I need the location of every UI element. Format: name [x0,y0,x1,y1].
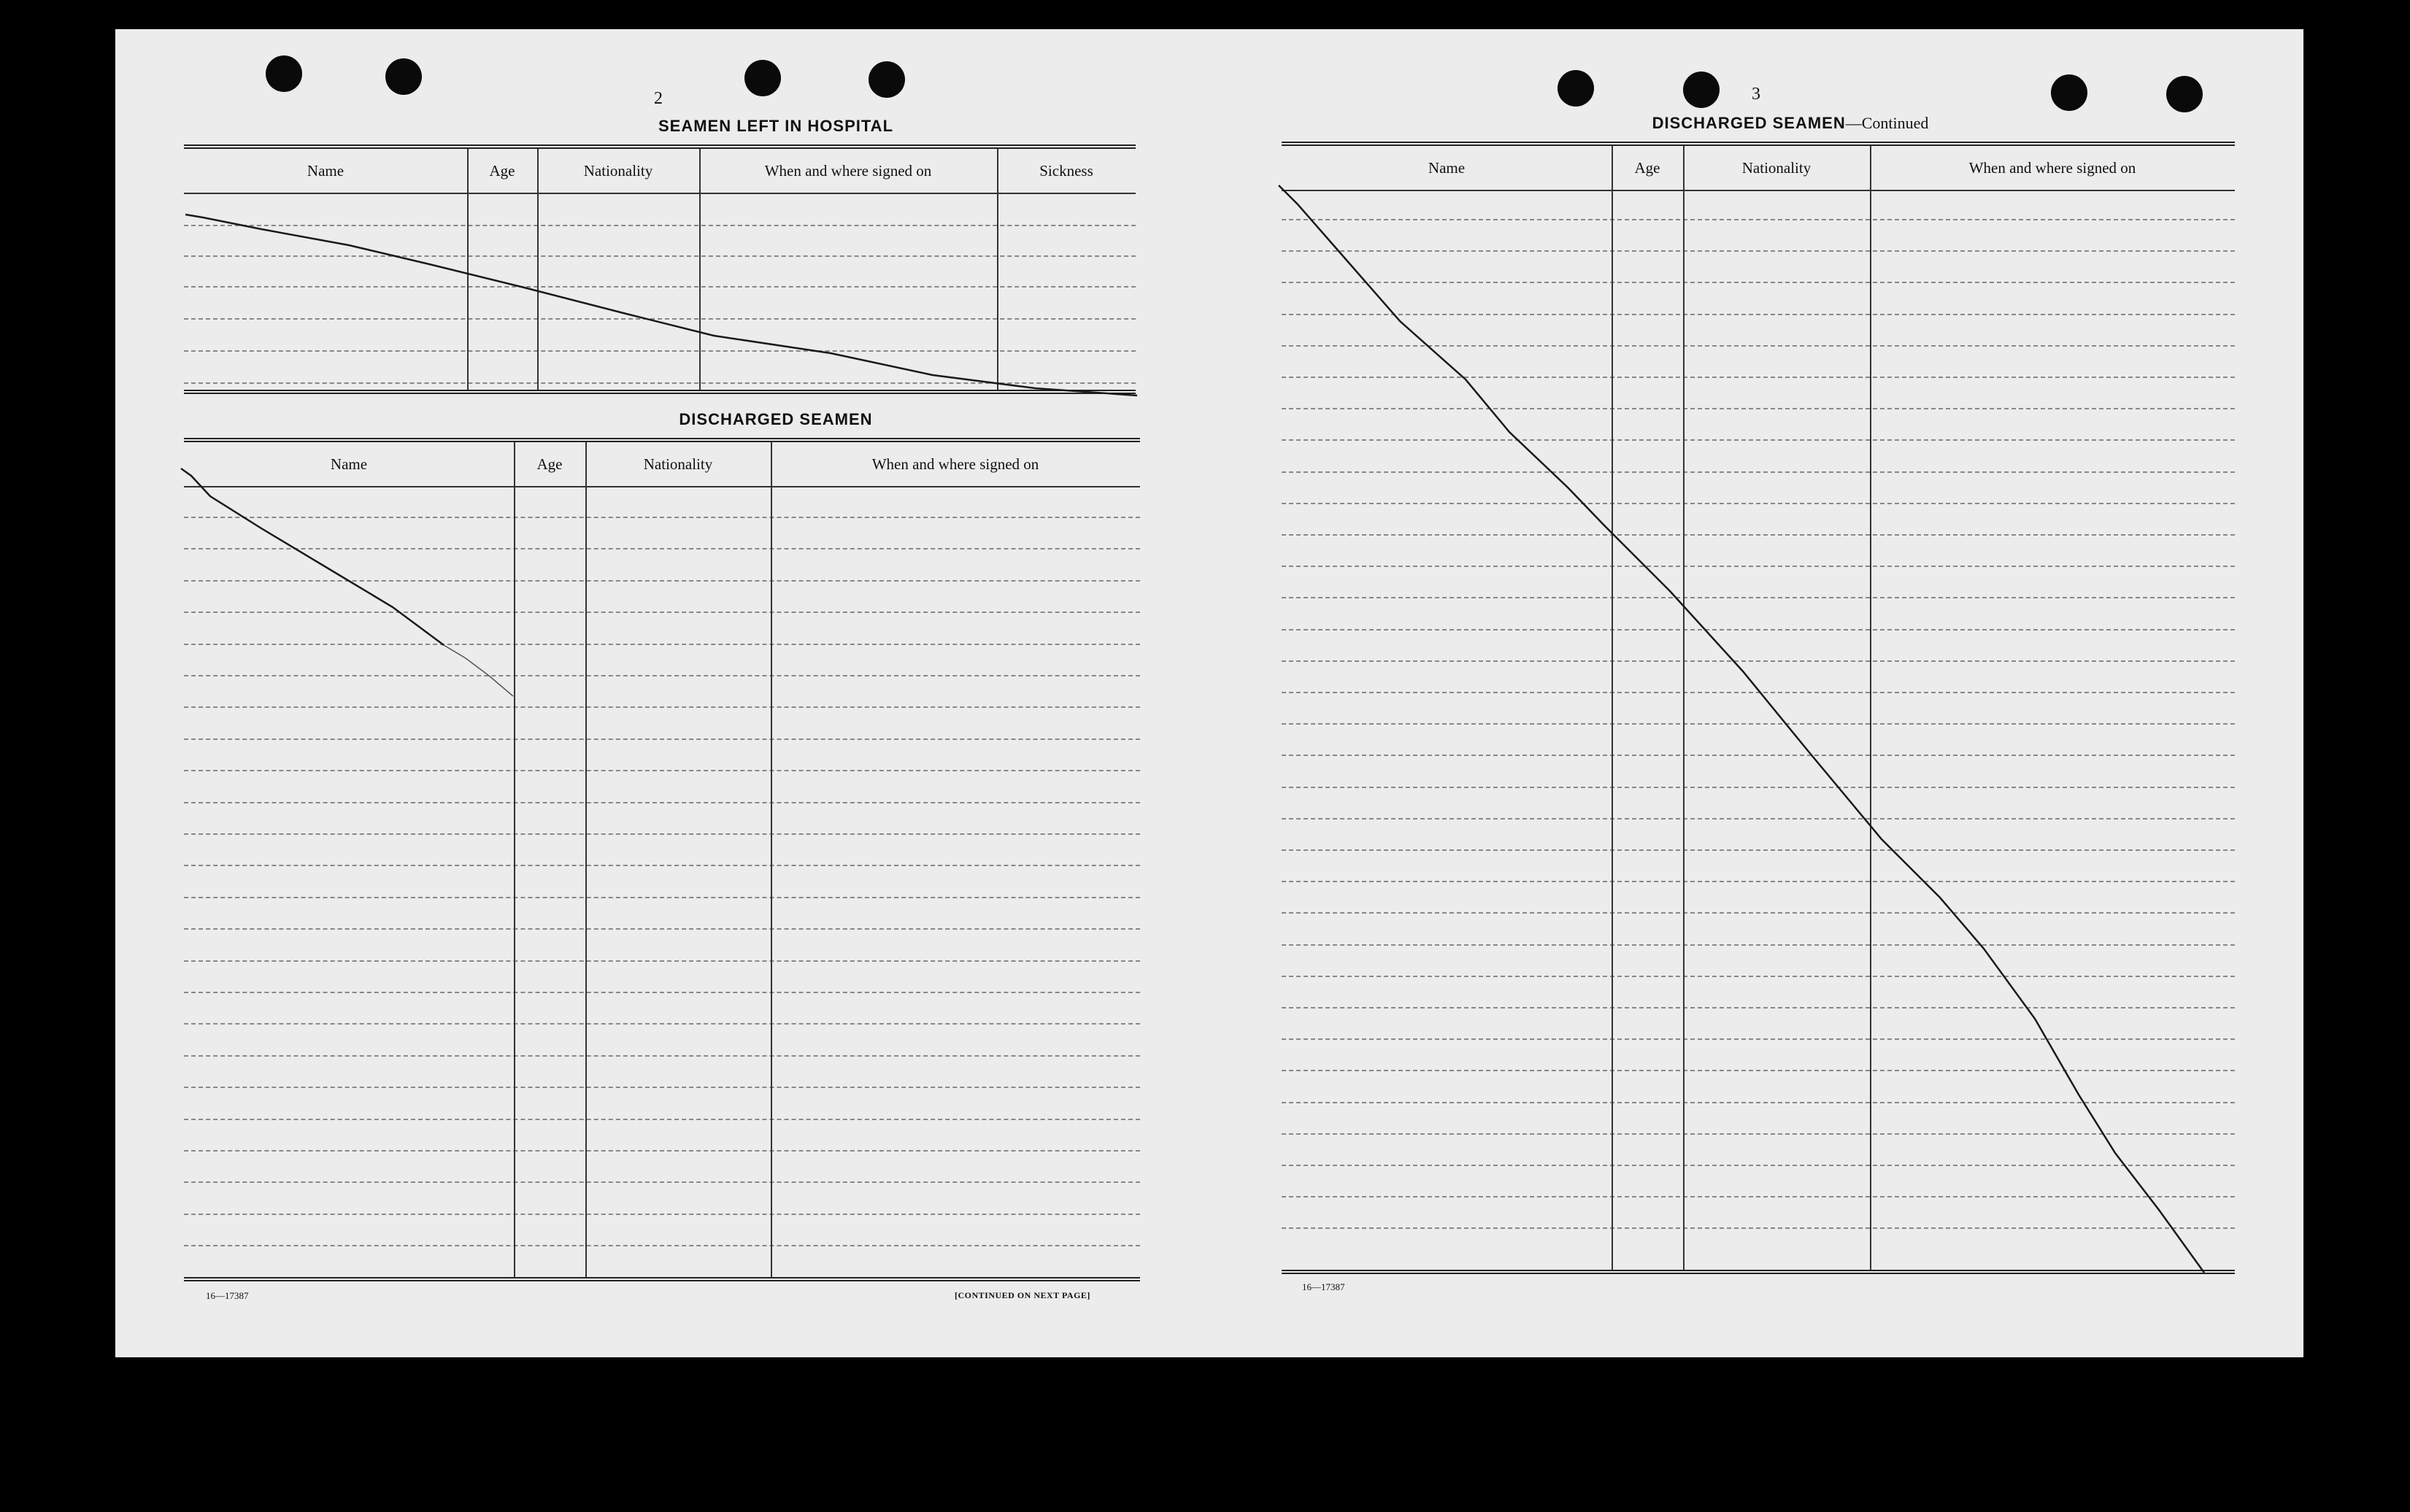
form-number-left: 16—17387 [206,1290,249,1301]
discharged-left-strike-faint [444,645,513,696]
col-header-nationality: Nationality [643,455,713,473]
col-header-sickness: Sickness [1039,162,1093,180]
col-header-signed-on: When and where signed on [764,162,932,180]
page-number-left: 2 [654,89,663,108]
hospital-section-title: SEAMEN LEFT IN HOSPITAL [658,117,894,135]
col-header-age: Age [489,162,515,180]
discharged-continued-suffix: —Continued [1845,114,1929,132]
col-header-nationality: Nationality [1741,159,1812,177]
page-number-right: 3 [1752,85,1760,104]
discharged-right-strike-line [1279,185,2204,1273]
col-header-name: Name [307,162,344,180]
col-header-nationality: Nationality [583,162,653,180]
col-header-signed-on: When and where signed on [1968,159,2136,177]
discharged-continued-title-main: DISCHARGED SEAMEN [1652,114,1846,132]
col-header-signed-on: When and where signed on [871,455,1039,473]
col-header-age: Age [1634,159,1660,177]
crew-list-sheet [115,29,2303,1357]
discharged-left-strike-line [181,468,444,645]
col-header-name: Name [330,455,368,473]
hospital-strike-line [185,215,1137,396]
col-header-name: Name [1428,159,1466,177]
col-header-age: Age [536,455,563,473]
strike-through-lines [115,29,2303,1357]
form-number-right: 16—17387 [1302,1281,1345,1292]
discharged-section-title: DISCHARGED SEAMEN [679,410,873,428]
continued-note: [CONTINUED ON NEXT PAGE] [955,1290,1090,1300]
